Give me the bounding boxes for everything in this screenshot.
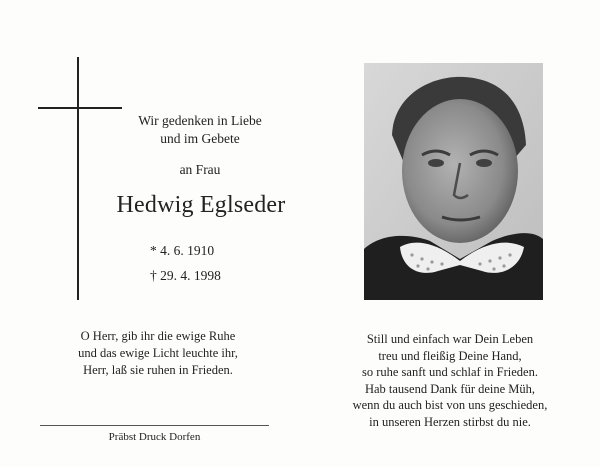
poem-line: Still und einfach war Dein Leben: [366, 332, 534, 346]
birth-date: * 4. 6. 1910: [150, 243, 215, 258]
poem-line: treu und fleißig Deine Hand,: [378, 348, 522, 363]
prayer-line: O Herr, gib ihr die ewige Ruhe: [80, 329, 236, 343]
portrait-photo: [364, 63, 543, 300]
intro-line-1: Wir gedenken in Liebe: [138, 113, 262, 128]
prayer-line: Herr, laß sie ruhen in Frieden.: [83, 363, 233, 377]
deceased-name: Hedwig Eglseder: [116, 192, 286, 218]
poem-line: Hab tausend Dank für deine Müh,: [364, 381, 536, 396]
cross-horizontal-bar: [38, 107, 122, 109]
cross-vertical-bar: [77, 57, 79, 300]
prayer-text: [58, 328, 258, 379]
prayer-line: und das ewige Licht leuchte ihr,: [78, 346, 238, 360]
death-date: † 29. 4. 1998: [150, 268, 221, 283]
poem-text: [325, 331, 575, 430]
printer-credit: Präbst Druck Dorfen: [108, 431, 201, 443]
footer-divider: [40, 425, 269, 426]
poem-line: in unseren Herzen stirbst du nie.: [369, 414, 531, 429]
intro-line-3: an Frau: [179, 162, 221, 177]
poem-line: wenn du auch bist von uns geschieden,: [352, 398, 548, 412]
intro-line-2: und im Gebete: [160, 131, 240, 146]
poem-line: so ruhe sanft und schlaf in Frieden.: [361, 365, 538, 379]
